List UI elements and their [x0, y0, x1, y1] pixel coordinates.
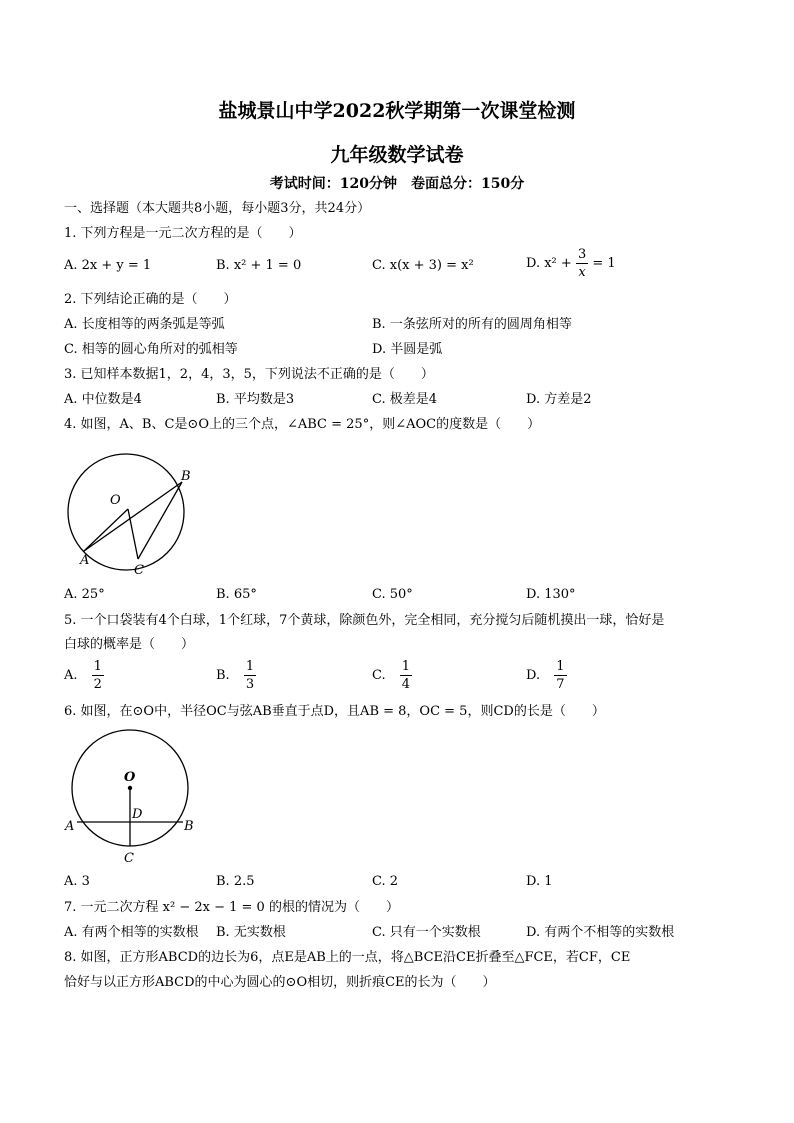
question-5-stem-line-1: 5. 一个口袋装有4个白球，1个红球，7个黄球，除颜色外，完全相同，充分搅匀后随机摸出一球，恰好是 [64, 613, 665, 628]
question-4-option-d: D. 130° [526, 587, 576, 602]
question-7-option-b: B. 无实数根 [216, 925, 286, 940]
fraction-numerator: 1 [245, 659, 255, 674]
exam-title: 盐城景山中学2022秋学期第一次课堂检测 [218, 100, 576, 122]
question-1-option-d [526, 246, 616, 281]
option-label: A. [64, 668, 78, 683]
exam-meta: 考试时间：120分钟 卷面总分：150分 [269, 176, 525, 192]
question-4-option-c: C. 50° [372, 587, 413, 602]
exam-subtitle: 九年级数学试卷 [330, 144, 464, 166]
fraction-numerator: 1 [401, 659, 411, 674]
fraction [244, 658, 256, 693]
question-6-option-b: B. 2.5 [216, 874, 255, 889]
question-5-option-a [64, 658, 104, 693]
question-8-stem-line-1: 8. 如图，正方形ABCD的边长为6，点E是AB上的一点，将△BCE沿CE折叠至△FCE，若CF，CE [64, 950, 631, 965]
question-1-option-c: C. x(x + 3) = x² [372, 258, 474, 273]
label-b: B [184, 819, 194, 834]
fraction-denominator: x [578, 265, 586, 280]
question-4-stem: 4. 如图，A、B、C是⊙O上的三个点，∠ABC = 25°，则∠AOC的度数是（ ） [64, 417, 541, 432]
fraction [400, 658, 412, 693]
question-3-option-c: C. 极差是4 [372, 392, 438, 407]
question-4-option-a: A. 25° [64, 587, 105, 602]
option-label: D. [526, 668, 541, 683]
fraction-numerator: 3 [577, 247, 587, 262]
label-a: A [65, 819, 75, 834]
question-5-option-b [216, 658, 256, 693]
question-7-stem: 7. 一元二次方程 x² − 2x − 1 = 0 的根的情况为（ ） [64, 900, 399, 915]
question-5-stem-line-2: 白球的概率是（ ） [64, 637, 195, 652]
segment-bc [138, 482, 182, 559]
question-5-option-d [526, 658, 567, 693]
question-1-option-b: B. x² + 1 = 0 [216, 258, 302, 273]
question-7-option-c: C. 只有一个实数根 [372, 925, 481, 940]
section-heading: 一、选择题（本大题共8小题，每小题3分，共24分） [64, 201, 371, 216]
question-6-option-d: D. 1 [526, 874, 553, 889]
label-o: O [124, 770, 136, 785]
question-2-option-c: C. 相等的圆心角所对的弧相等 [64, 342, 238, 357]
label-c: C [134, 563, 144, 578]
fraction-numerator: 1 [556, 659, 565, 674]
question-2-option-a: A. 长度相等的两条弧是等弧 [64, 317, 225, 332]
question-4-option-b: B. 65° [216, 587, 257, 602]
question-4-figure [60, 452, 210, 582]
question-3-option-d: D. 方差是2 [526, 392, 592, 407]
question-2-option-b: B. 一条弦所对的所有的圆周角相等 [372, 317, 572, 332]
question-3-option-b: B. 平均数是3 [216, 392, 295, 407]
label-b: B [181, 469, 191, 484]
question-7-option-a: A. 有两个相等的实数根 [64, 925, 199, 940]
question-3-stem: 3. 已知样本数据1，2，4，3，5，下列说法不正确的是（ ） [64, 367, 434, 382]
option-d-prefix: D. x² + [526, 256, 572, 271]
question-5-option-c [372, 658, 412, 693]
label-d: D [132, 807, 143, 822]
fraction [576, 246, 588, 281]
segment-oa [84, 509, 128, 551]
question-2-stem: 2. 下列结论正确的是（ ） [64, 292, 237, 307]
fraction [554, 658, 566, 693]
question-6-stem: 6. 如图，在⊙O中，半径OC与弦AB垂直于点D，且AB = 8，OC = 5，则CD的长是（ ） [64, 704, 605, 719]
option-label: B. [216, 668, 230, 683]
question-1-stem: 1. 下列方程是一元二次方程的是（ ） [64, 226, 302, 241]
center-point [128, 786, 132, 790]
label-c: C [124, 851, 134, 866]
fraction-denominator: 4 [401, 677, 411, 692]
option-label: C. [372, 668, 386, 683]
question-7-option-d: D. 有两个不相等的实数根 [526, 925, 675, 940]
segment-ab [84, 482, 182, 551]
question-8-stem-line-2: 恰好与以正方形ABCD的中心为圆心的⊙O相切，则折痕CE的长为（ ） [64, 975, 496, 990]
question-6-option-a: A. 3 [64, 874, 90, 889]
fraction-denominator: 7 [556, 677, 565, 692]
label-a: A [80, 553, 90, 568]
fraction [92, 658, 104, 693]
label-o: O [110, 493, 121, 508]
question-1-option-a: A. 2x + y = 1 [64, 258, 152, 273]
question-6-option-c: C. 2 [372, 874, 399, 889]
fraction-numerator: 1 [93, 659, 102, 674]
question-2-option-d: D. 半圆是弧 [372, 342, 443, 357]
question-3-option-a: A. 中位数是4 [64, 392, 142, 407]
option-d-suffix: = 1 [592, 256, 616, 271]
fraction-denominator: 2 [93, 677, 102, 692]
fraction-denominator: 3 [245, 677, 255, 692]
question-6-figure [60, 726, 210, 868]
